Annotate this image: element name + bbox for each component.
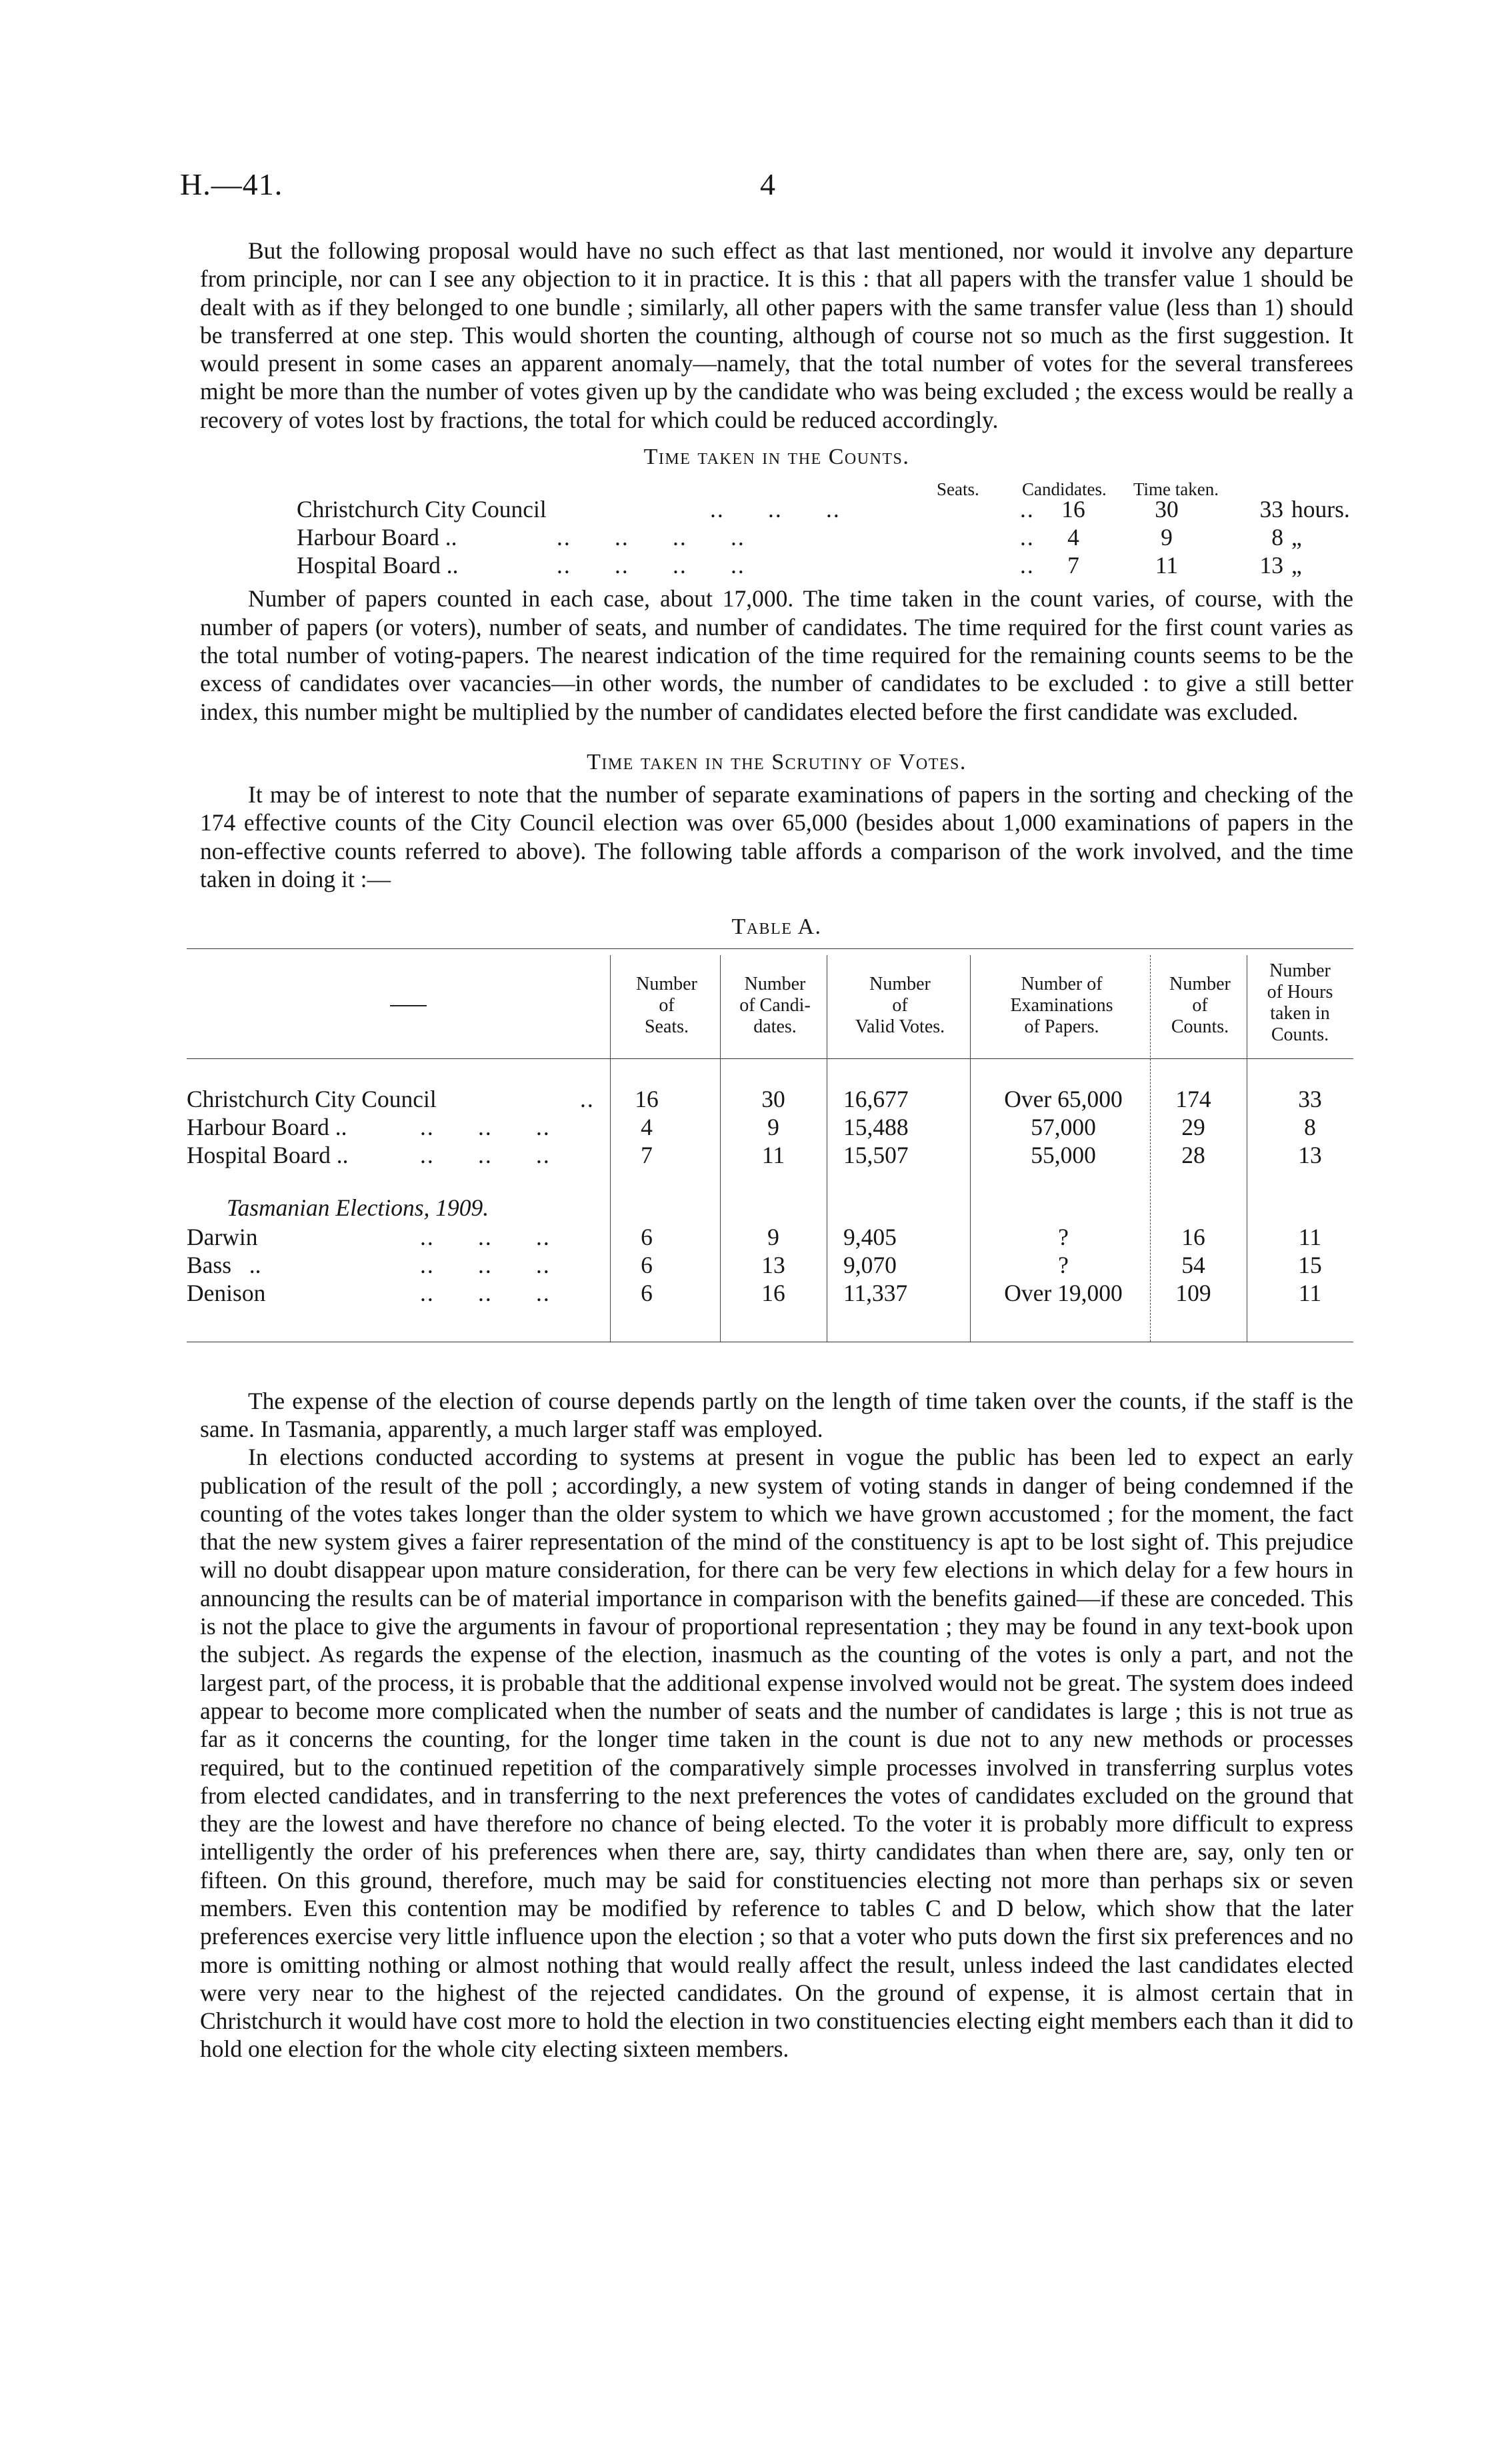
- table-row: [187, 1251, 1353, 1279]
- row-name: Darwin: [187, 1223, 258, 1250]
- cell-hours: 15: [1298, 1251, 1322, 1278]
- cell-hours: 8: [1304, 1113, 1316, 1140]
- col-header-line: Number of: [1021, 973, 1103, 994]
- cell-candidates: 11: [761, 1141, 785, 1168]
- cell-candidates: 13: [761, 1251, 785, 1278]
- cell-seats: 6: [641, 1279, 653, 1306]
- cell-hours: 11: [1298, 1223, 1322, 1250]
- leader-dots: ..: [580, 1085, 595, 1112]
- col-header-line: of: [659, 994, 675, 1016]
- table-top-rule: [187, 948, 1353, 949]
- cell-votes: 15,507: [843, 1141, 909, 1168]
- leader-dots: .. .. .. ..: [557, 524, 745, 551]
- time-row: [297, 551, 1337, 579]
- time-value: 8: [1271, 524, 1283, 551]
- col-header-examinations: [973, 974, 1150, 1038]
- time-unit: „: [1291, 552, 1302, 579]
- col-header-line: of: [892, 994, 908, 1016]
- row-name: Hospital Board ..: [187, 1141, 349, 1168]
- cell-votes: 15,488: [843, 1113, 909, 1140]
- seats-value: 7: [1067, 552, 1079, 579]
- col-header-line: Valid Votes.: [855, 1016, 945, 1037]
- time-row: [297, 495, 1350, 523]
- page-header: [180, 167, 1353, 213]
- time-value: 13: [1259, 552, 1283, 579]
- leader-dots: ..: [1020, 524, 1035, 551]
- cell-counts: 174: [1175, 1085, 1211, 1112]
- leader-dots: .. .. ..: [420, 1223, 551, 1250]
- leader-dots: .. .. ..: [420, 1251, 551, 1278]
- col-header-line: Number: [636, 973, 697, 994]
- leader-dots: ..: [1020, 552, 1035, 579]
- cell-examinations: ?: [1058, 1223, 1069, 1250]
- col-header-line: Number: [1169, 973, 1231, 994]
- row-name: Christchurch City Council: [187, 1085, 437, 1112]
- seats-value: 4: [1067, 524, 1079, 551]
- table-header-rule: [187, 1058, 1353, 1059]
- col-header-valid-votes: [830, 974, 970, 1038]
- paragraph-elections: In elections conducted according to systems at present in vogue the public has been led to expect an early publication of the result of the poll ; accordingly, a new system of voting stands in danger of being condemned if the counting of the votes takes longer than the older system to which we have grown accustomed ; for the moment, the fact that the new system gives a fairer representation of the mind of the constituency is apt to be lost sight of. This prejudice will no doubt disappear upon mature consideration, for there can be very few elections in which delay for a few hours in announcing the results can be of material importance in comparison with the benefits gained—if these are conceded. This is not the place to give the arguments in favour of proportional representation ; they may be found in any text-book upon the subject. As regards the expense of the election, inasmuch as the counting of the votes is only a part, and not the largest part, of the process, it is probable that the additional expense involved would not be great. The system does indeed appear to become more complicated when the number of seats and the number of candidates is large ; this is not true as far as it concerns the counting, for the longer time taken in the count is due not to any new methods or processes required, but to the continued repetition of the comparatively simple processes involved in transferring surplus votes from elected candidates, and in transferring to the next preferences the votes of candidates excluded on the ground that they are the lowest and have therefore no chance of being elected. To the voter it is probably more difficult to express intelligently the order of his preferences when there are, say, thirty candidates than when there are, say, only ten or fifteen. On this ground, therefore, much may be said for constituencies electing not more than perhaps six or seven members. Even this contention may be modified by reference to tables C and D below, which show that the later preferences exercise very little influence upon the election ; so that a voter who puts down the first six preferences and no more is omitting nothing or almost nothing that would really affect the result, unless indeed the last candidates elected were very near to the highest of the rejected candidates. On the ground of expense, it is almost certain that in Christchurch it would have cost more to hold the election in two constituencies electing eight members each than it did to hold one election for the whole city electing sixteen members.: [200, 1444, 1353, 2063]
- leader-dots: .. .. ..: [420, 1141, 551, 1168]
- cell-seats: 7: [641, 1141, 653, 1168]
- cell-candidates: 30: [761, 1085, 785, 1112]
- cell-candidates: 9: [767, 1223, 779, 1250]
- cell-examinations: Over 19,000: [1004, 1279, 1123, 1306]
- time-counts-heading: Time taken in the Counts.: [643, 445, 910, 470]
- cell-votes: 9,070: [843, 1251, 897, 1278]
- leader-dots: .. .. ..: [710, 496, 841, 523]
- col-header-line: Examinations: [1010, 994, 1113, 1016]
- cell-examinations: 57,000: [1031, 1113, 1096, 1140]
- row-name: Harbour Board ..: [297, 524, 457, 551]
- cell-counts: 29: [1181, 1113, 1205, 1140]
- col-header-candidates: [723, 974, 827, 1038]
- paragraph-scrutiny: It may be of interest to note that the number of separate examinations of papers in the sorting and checking of the 174 effective counts of the City Council election was over 65,000 (besides about 1,000 examinations of papers in the non-effective counts referred to above). The following table affords a comparison of the work involved, and the time taken in doing it :—: [200, 781, 1353, 893]
- table-a: [187, 948, 1340, 1375]
- candidates-value: 9: [1161, 524, 1173, 551]
- tasmanian-subheading: Tasmanian Elections, 1909.: [227, 1194, 489, 1221]
- document-reference: H.—41.: [180, 167, 283, 201]
- table-a-title: Table A.: [731, 914, 822, 940]
- time-unit: „: [1291, 524, 1302, 551]
- col-header-line: dates.: [753, 1016, 797, 1037]
- cell-seats: 4: [641, 1113, 653, 1140]
- col-header-seats: [613, 974, 720, 1038]
- col-header-line: Seats.: [644, 1016, 689, 1037]
- cell-examinations: ?: [1058, 1251, 1069, 1278]
- col-header-line: of: [1192, 994, 1208, 1016]
- col-header-line: taken in: [1270, 1002, 1330, 1024]
- cell-hours: 11: [1298, 1279, 1322, 1306]
- time-unit: hours.: [1291, 496, 1350, 523]
- col-header-line: of Papers.: [1024, 1016, 1099, 1037]
- page-body: [187, 237, 1353, 2063]
- cell-votes: 11,337: [843, 1279, 908, 1306]
- cell-hours: 13: [1298, 1141, 1322, 1168]
- cell-votes: 16,677: [843, 1085, 909, 1112]
- time-row: [297, 523, 1337, 551]
- col-header-line: Counts.: [1271, 1024, 1329, 1045]
- col-header-line: Number: [869, 973, 931, 994]
- table-row: [187, 1223, 1353, 1251]
- candidates-value: 30: [1155, 496, 1179, 523]
- row-name: Christchurch City Council: [297, 496, 547, 523]
- cell-examinations: 55,000: [1031, 1141, 1096, 1168]
- row-name: Hospital Board ..: [297, 552, 459, 579]
- table-row: [187, 1113, 1353, 1141]
- row-name: Bass ..: [187, 1251, 261, 1278]
- page-number: 4: [760, 167, 775, 201]
- col-header-time-taken: Time taken.: [1133, 479, 1219, 500]
- cell-candidates: 9: [767, 1113, 779, 1140]
- row-name: Harbour Board ..: [187, 1113, 347, 1140]
- time-counts-table: [200, 475, 1353, 579]
- scrutiny-heading: Time taken in the Scrutiny of Votes.: [587, 749, 967, 774]
- paragraph-expense: The expense of the election of course depends partly on the length of time taken over the counts, if the staff is the same. In Tasmania, apparently, a much larger staff was employed.: [200, 1387, 1353, 1442]
- cell-hours: 33: [1298, 1085, 1322, 1112]
- cell-examinations: Over 65,000: [1004, 1085, 1123, 1112]
- table-row: [187, 1085, 1353, 1113]
- col-header-line: Counts.: [1171, 1016, 1229, 1037]
- seats-value: 16: [1061, 496, 1085, 523]
- col-header-line: Number: [1269, 960, 1331, 981]
- col-header-seats: Seats.: [937, 479, 979, 500]
- cell-counts: 54: [1181, 1251, 1205, 1278]
- cell-counts: 16: [1181, 1223, 1205, 1250]
- cell-candidates: 16: [761, 1279, 785, 1306]
- candidates-value: 11: [1155, 552, 1179, 579]
- col-header-hours: [1250, 960, 1350, 1046]
- leader-dots: ..: [1020, 496, 1035, 523]
- col-header-line: of Candi-: [739, 994, 811, 1016]
- time-value: 33: [1259, 496, 1283, 523]
- leader-dots: .. .. .. ..: [557, 552, 745, 579]
- cell-seats: 6: [641, 1223, 653, 1250]
- col-header-line: of Hours: [1267, 981, 1333, 1002]
- cell-seats: 6: [641, 1251, 653, 1278]
- row-name: Denison: [187, 1279, 266, 1306]
- cell-counts: 109: [1175, 1279, 1211, 1306]
- stub-header-dash: [390, 1005, 427, 1006]
- col-header-line: Number: [744, 973, 806, 994]
- table-row: [187, 1279, 1353, 1307]
- paragraph-proposal: But the following proposal would have no such effect as that last mentioned, nor would it involve any departure from principle, nor can I see any objection to it in practice. It is this : that all papers with the transfer value 1 should be dealt with as if they belonged to one bundle ; similarly, all other papers with the same transfer value (less than 1) should be transferred at one step. This would shorten the counting, although of course not so much as the first suggestion. It would present in some cases an apparent anomaly—namely, that the total number of votes for the several transferees might be more than the number of votes given up by the candidate who was being excluded ; the excess would be really a recovery of votes lost by fractions, the total for which could be reduced accordingly.: [200, 237, 1353, 433]
- cell-seats: 16: [635, 1085, 659, 1112]
- table-row: [187, 1141, 1353, 1169]
- col-header-candidates: Candidates.: [1022, 479, 1107, 500]
- col-header-counts: [1153, 974, 1247, 1038]
- leader-dots: .. .. ..: [420, 1113, 551, 1140]
- paragraph-papers-counted: Number of papers counted in each case, about 17,000. The time taken in the count varies, of course, with the number of papers (or voters), number of seats, and number of candidates. The time required for the first count varies as the total number of voting-papers. The nearest indication of the time required for the remaining counts seems to be the excess of candidates over vacancies—in other words, the number of candidates to be excluded : to give a still better index, this number might be multiplied by the number of candidates elected before the first candidate was excluded.: [200, 585, 1353, 725]
- cell-votes: 9,405: [843, 1223, 897, 1250]
- cell-counts: 28: [1181, 1141, 1205, 1168]
- leader-dots: .. .. ..: [420, 1279, 551, 1306]
